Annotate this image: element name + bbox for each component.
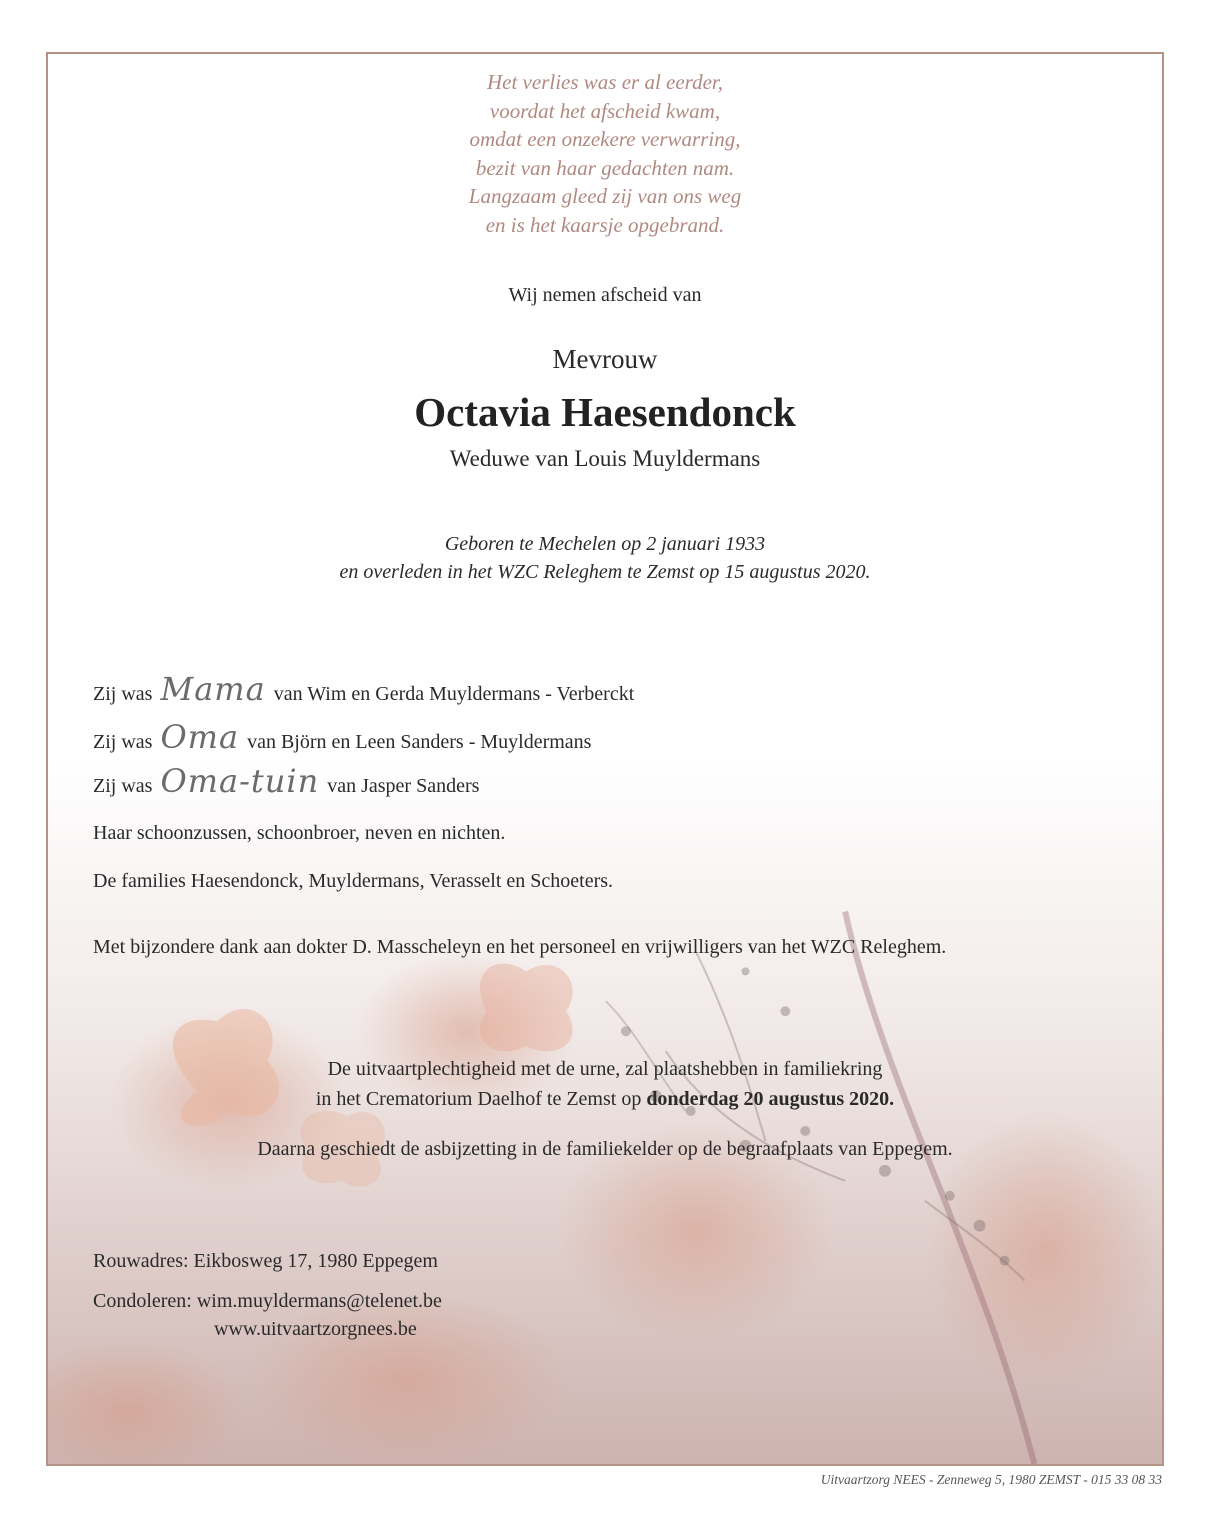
extended-family: Haar schoonzussen, schoonbroer, neven en nichten.	[93, 822, 506, 844]
relation-names: van Björn en Leen Sanders - Muyldermans	[247, 731, 592, 753]
poem-line: voordat het afscheid kwam,	[489, 98, 721, 123]
relation-names: van Wim en Gerda Muyldermans - Verberckt	[273, 683, 635, 705]
ceremony-line	[48, 1084, 1162, 1114]
poem-line: omdat een onzekere verwarring,	[469, 127, 741, 151]
obituary-card	[46, 52, 1164, 1466]
birth-line: Geboren te Mechelen op 2 januari 1933	[444, 533, 766, 555]
intro-text: Wij nemen afscheid van	[508, 284, 702, 306]
poem-line: bezit van haar gedachten nam.	[475, 155, 735, 180]
relation-prefix: Zij was	[93, 683, 153, 705]
relation-role: Oma	[160, 718, 240, 756]
obituary-content	[48, 54, 1162, 1464]
funeral-home-footer: Uitvaartzorg NEES - Zenneweg 5, 1980 ZEMST - 015 33 08 33	[820, 1472, 1162, 1487]
ceremony-date: donderdag 20 augustus 2020.	[646, 1088, 895, 1110]
birth-death-info	[48, 530, 1162, 586]
ceremony-location: in het Crematorium Daelhof te Zemst op	[315, 1088, 642, 1110]
thanks-text: Met bijzondere dank aan dokter D. Masscheleyn en het personeel en vrijwilligers van het WZC Releghem.	[93, 936, 947, 958]
relation-role: Oma-tuin	[160, 762, 320, 800]
ceremony-info	[48, 1054, 1162, 1114]
honorific: Mevrouw	[552, 344, 658, 374]
ceremony-line: De uitvaartplechtigheid met de urne, zal plaatshebben in familiekring	[327, 1058, 883, 1080]
relation-names: van Jasper Sanders	[327, 775, 480, 797]
relation-prefix: Zij was	[93, 731, 153, 753]
interment-info: Daarna geschiedt de asbijzetting in de familiekelder op de begraafplaats van Eppegem.	[257, 1138, 953, 1160]
poem	[48, 68, 1162, 239]
poem-line: Het verlies was er al eerder,	[486, 70, 723, 94]
widow-of: Weduwe van Louis Muyldermans	[449, 446, 761, 471]
relation-row	[93, 762, 479, 800]
poem-line: Langzaam gleed zij van ons weg	[468, 184, 742, 208]
relation-row	[93, 670, 634, 708]
relation-role: Mama	[160, 670, 266, 708]
website-link[interactable]: www.uitvaartzorgnees.be	[214, 1318, 417, 1340]
deceased-name: Octavia Haesendonck	[414, 389, 796, 435]
families: De families Haesendonck, Muyldermans, Verasselt en Schoeters.	[93, 870, 614, 892]
relation-row	[93, 718, 591, 756]
mourning-address: Rouwadres: Eikbosweg 17, 1980 Eppegem	[93, 1250, 438, 1272]
condolence-email: Condoleren: wim.muyldermans@telenet.be	[93, 1290, 442, 1312]
poem-line: en is het kaarsje opgebrand.	[485, 212, 725, 237]
death-line: en overleden in het WZC Releghem te Zemst op 15 augustus 2020.	[339, 561, 871, 583]
relation-prefix: Zij was	[93, 775, 153, 797]
